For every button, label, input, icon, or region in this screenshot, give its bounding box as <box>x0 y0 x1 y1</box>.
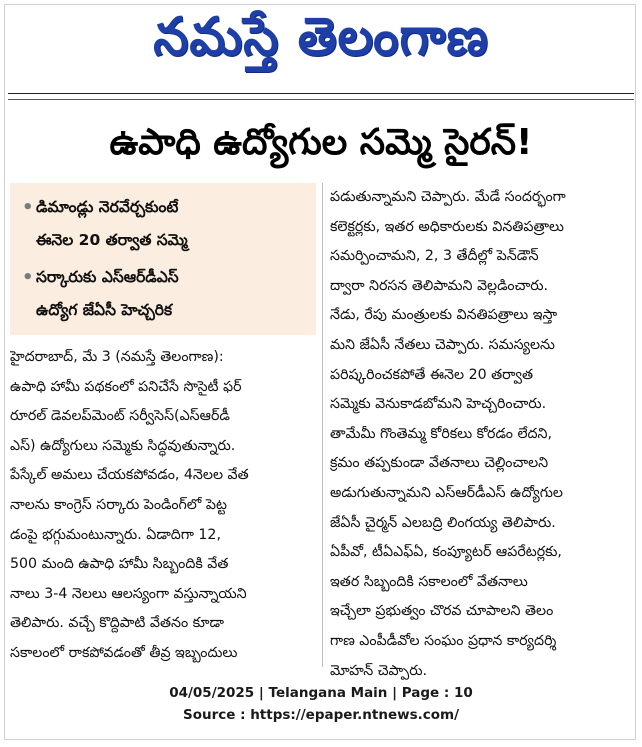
body-line: గాణ ఎంపీడీవోల సంఘం ప్రధాన కార్యదర్శి <box>330 632 557 649</box>
highlight-line: ఉద్యోగ జేఏసీ హెచ్చరిక <box>36 301 173 319</box>
body-line: రూరల్ డెవలప్‌మెంట్ సర్వీసెస్(ఎస్‌ఆర్‌డీ <box>10 408 230 425</box>
body-line: డంపై భగ్గుమంటున్నారు. ఏడాదిగా 12, <box>10 526 221 543</box>
body-line: పరిష్కరించకపోతే ఈనెల 20 తర్వాత <box>330 366 534 383</box>
article-headline: ఉపాధి ఉద్యోగుల సమ్మె సైరన్! <box>109 122 533 163</box>
column-divider <box>322 183 323 667</box>
body-line: కలెక్టర్లకు, ఇతర అధికారులకు వినతిపత్రాలు <box>330 218 564 235</box>
body-line: 500 మంది ఉపాధి హామీ సిబ్బందికి వేత <box>10 556 229 573</box>
masthead-title: నమస్తే తెలంగాణ <box>153 5 489 67</box>
body-line: తెలిపారు. వచ్చే కొద్దిపాటి వేతనం కూడా <box>10 615 225 632</box>
article-column-left <box>10 343 316 669</box>
footer-source: Source : https://epaper.ntnews.com/ <box>182 707 460 723</box>
body-line: పేస్కేల్ అమలు చేయకపోవడం, 4నెలల వేత <box>10 467 249 484</box>
body-line: సమర్పించామని, 2, 3 తేదీల్లో పెన్‌డౌన్ <box>330 248 539 265</box>
body-line: సకాలంలో రాకపోవడంతో తీవ్ర ఇబ్బందులు <box>10 644 238 661</box>
body-line: మని జేఏసీ నేతలు చెప్పారు. సమస్యలను <box>330 336 555 353</box>
highlight-item <box>22 191 308 257</box>
body-line: నేడు, రేపు మంత్రులకు వినతిపత్రాలు ఇస్తా <box>330 307 558 324</box>
body-line: హైదరాబాద్, మే 3 (నమస్తే తెలంగాణ): <box>10 349 224 365</box>
highlights-box <box>10 183 316 335</box>
body-line: మోహన్ చెప్పారు. <box>330 662 428 679</box>
highlight-text <box>36 191 188 257</box>
bullet-icon: • <box>22 267 34 288</box>
body-line: అడుగుతున్నామని ఎస్‌ఆర్‌డీఎస్ ఉద్యోగుల <box>330 484 563 501</box>
body-line: ఉపాధి హామీ పథకంలో పనిచేసే సొసైటీ ఫర్ <box>10 378 242 395</box>
body-line: క్రమం తప్పకుండా వేతనాలు చెల్లించాలని <box>330 455 549 472</box>
clipping-footer <box>0 682 642 726</box>
body-line: ద్వారా నిరసన తెలిపామని వెల్లడించారు. <box>330 277 549 294</box>
highlight-line: ఈనెల 20 తర్వాత సమ్మె <box>36 231 188 249</box>
highlight-item <box>22 261 308 327</box>
body-line: ఏపీవో, టీఏఎఫ్‌ఏ, కంప్యూటర్ ఆపరేటర్లకు, <box>330 544 562 561</box>
body-line: సమ్మెకు వెనుకాడబోమని హెచ్చరించారు. <box>330 396 547 413</box>
body-line: జేఏసీ చైర్మన్ ఎలబద్రి లింగయ్య తెలిపారు. <box>330 514 556 531</box>
highlight-line: డిమాండ్లు నెరవేర్చకుంటే <box>36 198 179 216</box>
footer-date-page: 04/05/2025 | Telangana Main | Page : 10 <box>169 685 473 701</box>
body-line: ఎస్) ఉద్యోగులు సమ్మెకు సిద్ధవుతున్నారు. <box>10 437 236 454</box>
divider-rule <box>8 93 634 94</box>
body-line: నాలు 3-4 నెలలు ఆలస్యంగా వస్తున్నాయని <box>10 585 247 602</box>
body-line: ఇచ్చేలా ప్రభుత్వం చొరవ చూపాలని తెలం <box>330 603 554 620</box>
body-line: పడుతున్నామని చెప్పారు. మేడే సందర్భంగా <box>330 189 566 205</box>
highlight-line: సర్కారుకు ఎస్‌ఆర్‌డీఎస్ <box>36 268 179 286</box>
body-line: నాలను కాంగ్రెస్ సర్కారు పెండింగ్‌లో పెట్ట <box>10 496 227 513</box>
highlight-text <box>36 261 179 327</box>
article-column-right <box>330 183 630 686</box>
divider-rule-thin <box>8 99 634 100</box>
body-line: ఇతర సిబ్బందికి సకాలంలో వేతనాలు <box>330 573 528 590</box>
bullet-icon: • <box>22 197 34 218</box>
newspaper-masthead <box>0 5 642 78</box>
body-line: తామేమీ గొంతెమ్మ కోరికలు కోరడం లేదని, <box>330 425 552 442</box>
